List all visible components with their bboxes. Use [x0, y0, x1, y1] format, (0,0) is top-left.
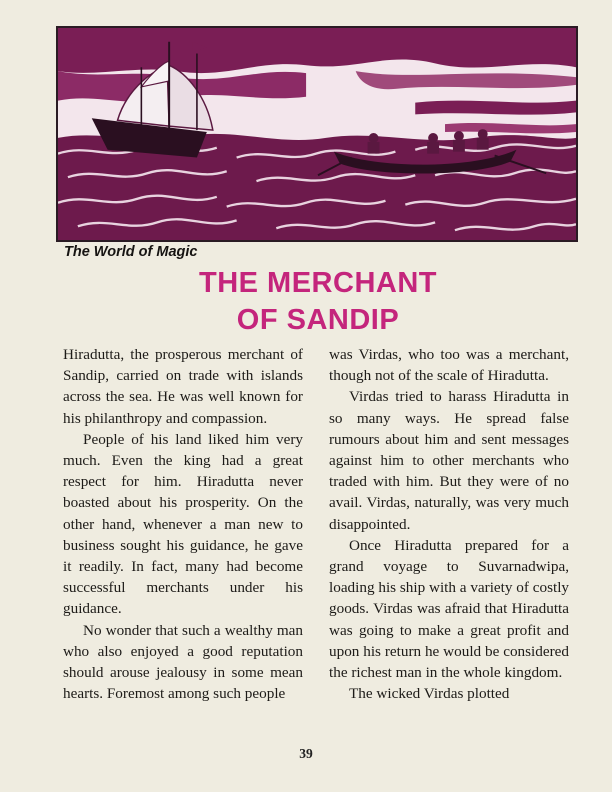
story-title-line1: THE MERCHANT — [199, 267, 437, 299]
paragraph: Once Hiradutta prepared for a grand voyage to Suvarnadwipa, loading his ship with a variety of costly goods. Virdas was afraid that Hiradutta was going to make a great profit and upon his return he would be considered the richest man in the whole kingdom. — [329, 536, 570, 682]
paragraph: The wicked Virdas plotted — [349, 685, 510, 703]
paragraph: No wonder that such a wealthy man who also enjoyed a good reputation should arouse jealousy in some mean hearts. Foremost among such people — [63, 621, 303, 703]
right-column — [329, 344, 569, 704]
paragraph: Hiradutta, the prosperous merchant of Sandip, carried on trade with islands across the sea. He was well known for his philanthropy and compassion. — [63, 346, 303, 427]
paragraph: People of his land liked him very much. Even the king had a great respect for him. Hiradutta never boasted about his prosperity. On the other hand, whenever a man new to business sought his guidance, he gave it readily. In fact, many had become successful merchants under his guidance. — [63, 430, 303, 618]
series-title: The World of Magic — [64, 244, 198, 260]
story-title-line2: OF SANDIP — [236, 304, 400, 336]
paragraph: was Virdas, who too was a merchant, though not of the scale of Hiradutta. — [329, 346, 569, 385]
ship-at-sea-illustration — [58, 28, 576, 240]
page-number: 39 — [299, 746, 313, 761]
story-illustration — [56, 26, 578, 242]
left-column — [63, 344, 303, 704]
paragraph: Virdas tried to harass Hiradutta in so many ways. He spread false rumours about him and sent messages against him to other merchants who traded with him. But they were of no avail. Virdas, naturally, was very much disappointed. — [329, 388, 569, 533]
